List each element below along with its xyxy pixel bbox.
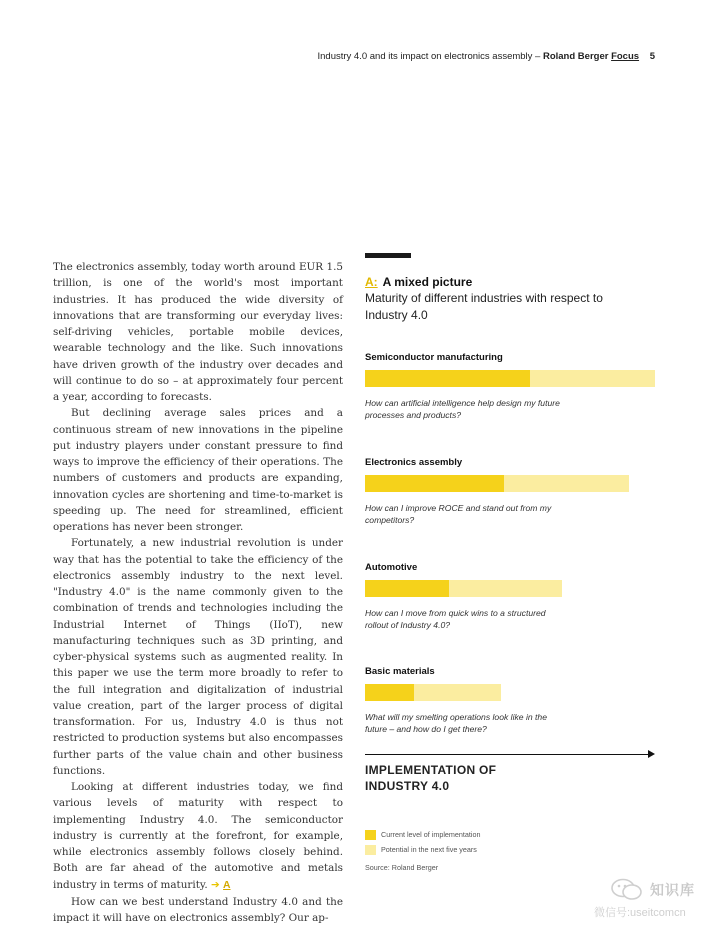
x-axis-arrow-icon <box>648 750 655 758</box>
body-text-column <box>53 259 343 926</box>
industry-question: How can I improve ROCE and stand out from my competitors? <box>365 503 552 525</box>
legend-swatch-potential <box>365 845 376 855</box>
header-title: Industry 4.0 and its impact on electronics assembly – <box>317 51 543 62</box>
legend-swatch-current <box>365 830 376 840</box>
industry-row <box>365 457 660 526</box>
exhibit-letter: A: <box>365 275 378 289</box>
exhibit-title <box>365 274 660 290</box>
bar-current <box>365 684 414 701</box>
paragraph-3: Fortunately, a new industrial revolution is under way that has the potential to take the efficiency of the electronics assembly industry to the next level. "Industry 4.0" is the name commonly given to the combination of trends and technologies including the Industrial Internet of Things (IIoT), new manufacturing techniques such as 3D printing, and cyber-physical systems such as augmented reality. In this paper we use the term more broadly to refer to the full integration and digitalization of industrial value creation, part of the larger process of digital transformation. For us, Industry 4.0 is thus not restricted to production systems but also encompasses further parts of the value chain and other business functions. <box>53 537 343 777</box>
exhibit-subtitle: Maturity of different industries with respect to Industry 4.0 <box>365 291 603 322</box>
industry-question: How can I move from quick wins to a structured rollout of Industry 4.0? <box>365 608 546 630</box>
chart-legend <box>365 827 480 857</box>
paragraph-4 <box>53 779 343 894</box>
industry-question: What will my smelting operations look like in the future – and how do I get there? <box>365 712 547 734</box>
page-number: 5 <box>649 51 655 62</box>
bar-track <box>365 370 660 387</box>
exhibit-title-text: A mixed picture <box>382 275 473 289</box>
running-header <box>318 51 656 62</box>
paragraph-4-text: Looking at different industries today, we find various levels of maturity with respect to implementing Industry 4.0. The semiconductor industry is currently at the forefront, for example, while electronics assembly follows closely behind. Both are far ahead of the automotive and metals industry in terms of maturity. <box>53 781 343 891</box>
header-brand: Roland Berger <box>542 51 609 62</box>
bar-current <box>365 580 449 597</box>
x-axis-label: IMPLEMENTATION OF INDUSTRY 4.0 <box>365 763 497 793</box>
legend-item-current <box>365 827 480 842</box>
legend-item-potential <box>365 842 480 857</box>
x-axis-line <box>365 754 653 755</box>
wechat-icon <box>610 878 644 902</box>
industry-question: How can artificial intelligence help design my future processes and products? <box>365 398 560 420</box>
industry-label: Automotive <box>365 562 418 573</box>
industry-row <box>365 562 660 631</box>
chart-source: Source: Roland Berger <box>365 863 439 872</box>
industry-row <box>365 352 660 421</box>
bar-track <box>365 475 660 492</box>
watermark-sub: 微信号:useitcomcn <box>594 907 686 919</box>
bar-current <box>365 370 530 387</box>
industry-label: Semiconductor manufacturing <box>365 352 503 363</box>
bar-track <box>365 684 660 701</box>
paragraph-1: The electronics assembly, today worth around EUR 1.5 trillion, is one of the world's most important industries. It has produced the wide diversity of innovations that are transforming our everyday lives: self-driving vehicles, portable mobile devices, wearable technology and the like. Such innovations have driven growth of the industry over decades and will continue to do so – at approximately four percent a year, according to forecasts. <box>53 261 343 403</box>
exhibit-top-rule <box>365 253 411 258</box>
legend-label-potential: Potential in the next five years <box>381 845 477 854</box>
bar-track <box>365 580 660 597</box>
industry-row <box>365 666 660 735</box>
header-focus: Focus <box>611 51 640 62</box>
exhibit-chart <box>365 253 660 872</box>
legend-label-current: Current level of implementation <box>381 830 481 839</box>
paragraph-2: But declining average sales prices and a continuous stream of new innovations in the pipeline put industry players under constant pressure to find ways to improve the efficiency of their operations. The numbers of customers and products are expanding, innovation cycles are shortening and time-to-market is speeding up. The need for streamlined, efficient operations has never been stronger. <box>53 407 343 533</box>
bar-current <box>365 475 504 492</box>
paragraph-5: How can we best understand Industry 4.0 and the impact it will have on electronics assembly? Our ap- <box>53 895 343 924</box>
industry-label: Electronics assembly <box>365 457 463 468</box>
exhibit-ref-arrow-icon: ➔ <box>211 878 220 891</box>
industry-label: Basic materials <box>365 666 435 677</box>
watermark <box>594 876 704 920</box>
exhibit-ref-link[interactable]: A <box>223 879 231 891</box>
watermark-name: 知识库 <box>650 882 695 898</box>
